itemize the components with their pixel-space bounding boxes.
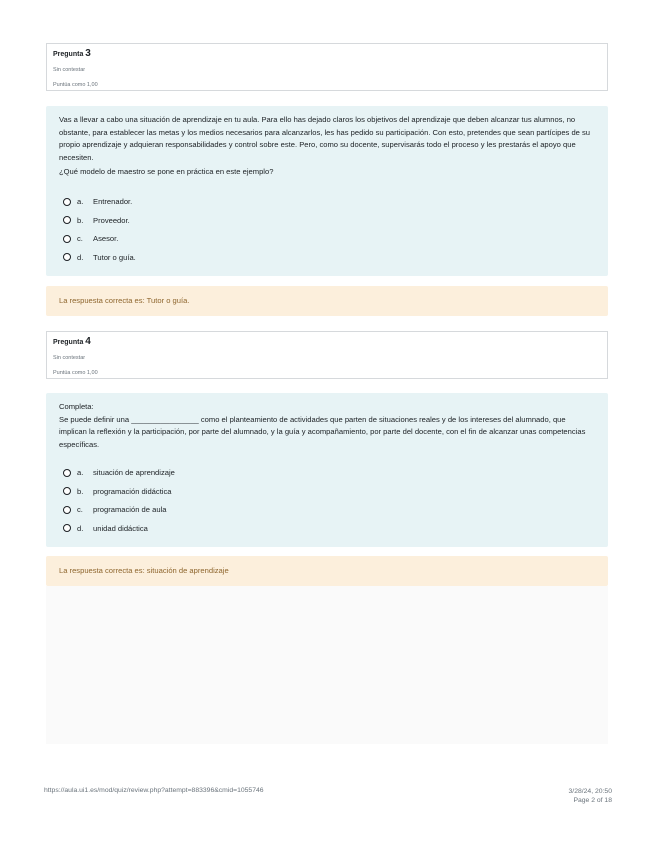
question-text: Se puede definir una ________________ como el planteamiento de actividades que parten de situaciones reales y de los intereses del alumnado, que implican la reflexión y la participación, por parte del alumnado, y la guía y acompañamiento, por parte del docente, con el fin de alcanzar unas competencias específicas. [59, 414, 586, 449]
answer-option-c[interactable]: c. programación de aula [59, 500, 595, 519]
question-text: Vas a llevar a cabo una situación de aprendizaje en tu aula. Para ello has dejado claros los objetivos del aprendizaje que deben alcanzar tus alumnos, no obstante, para establecer las metas y los medios necesarios para alcanzarlos, les has pedido su participación. Con esto, pretendes que sean partícipes de su propio aprendizaje y adquieran responsabilidades y control sobre este. Pero, como su docente, supervisarás todo el proceso y les prestarás el apoyo que necesiten. [59, 115, 591, 162]
radio-button[interactable] [63, 235, 71, 243]
answer-option-b[interactable]: b. Proveedor. [59, 211, 595, 230]
question-3-info [46, 43, 608, 91]
question-3-formulation [46, 106, 608, 276]
question-status: Sin contestar [53, 355, 86, 361]
radio-button[interactable] [63, 506, 71, 514]
radio-button[interactable] [63, 524, 71, 532]
answer-option-a[interactable]: a. situación de aprendizaje [59, 463, 595, 482]
question-number: 3 [85, 48, 91, 59]
question-prompt: ¿Qué modelo de maestro se pone en práctica en este ejemplo? [59, 167, 274, 177]
radio-button[interactable] [63, 487, 71, 495]
answer-option-b[interactable]: b. programación didáctica [59, 482, 595, 501]
question-4-title: Pregunta 4 [53, 336, 91, 347]
question-3-title: Pregunta 3 [53, 48, 91, 59]
footer-datetime: 3/28/24, 20:50 [568, 788, 612, 795]
answer-option-a[interactable]: a. Entrenador. [59, 192, 595, 211]
question-4-formulation [46, 393, 608, 547]
question-status: Sin contestar [53, 67, 86, 73]
radio-button[interactable] [63, 216, 71, 224]
footer-page: Page 2 of 18 [573, 797, 612, 804]
answer-option-c[interactable]: c. Asesor. [59, 229, 595, 248]
question-score: Puntúa como 1,00 [53, 82, 98, 88]
question-4-feedback: La respuesta correcta es: situación de aprendizaje [46, 556, 608, 586]
question-number: 4 [85, 336, 91, 347]
answer-option-d[interactable]: d. unidad didáctica [59, 519, 595, 538]
radio-button[interactable] [63, 469, 71, 477]
page-filler [46, 586, 608, 744]
radio-button[interactable] [63, 253, 71, 261]
answer-options [59, 463, 595, 537]
question-4-info [46, 331, 608, 379]
answer-option-d[interactable]: d. Tutor o guía. [59, 248, 595, 267]
footer-info [569, 787, 612, 805]
question-text-intro: Completa: [59, 402, 94, 411]
footer-url: https://aula.ui1.es/mod/quiz/review.php?attempt=883396&cmid=1055746 [44, 787, 264, 794]
question-3-feedback: La respuesta correcta es: Tutor o guía. [46, 286, 608, 316]
radio-button[interactable] [63, 198, 71, 206]
question-score: Puntúa como 1,00 [53, 370, 98, 376]
answer-options [59, 192, 595, 266]
